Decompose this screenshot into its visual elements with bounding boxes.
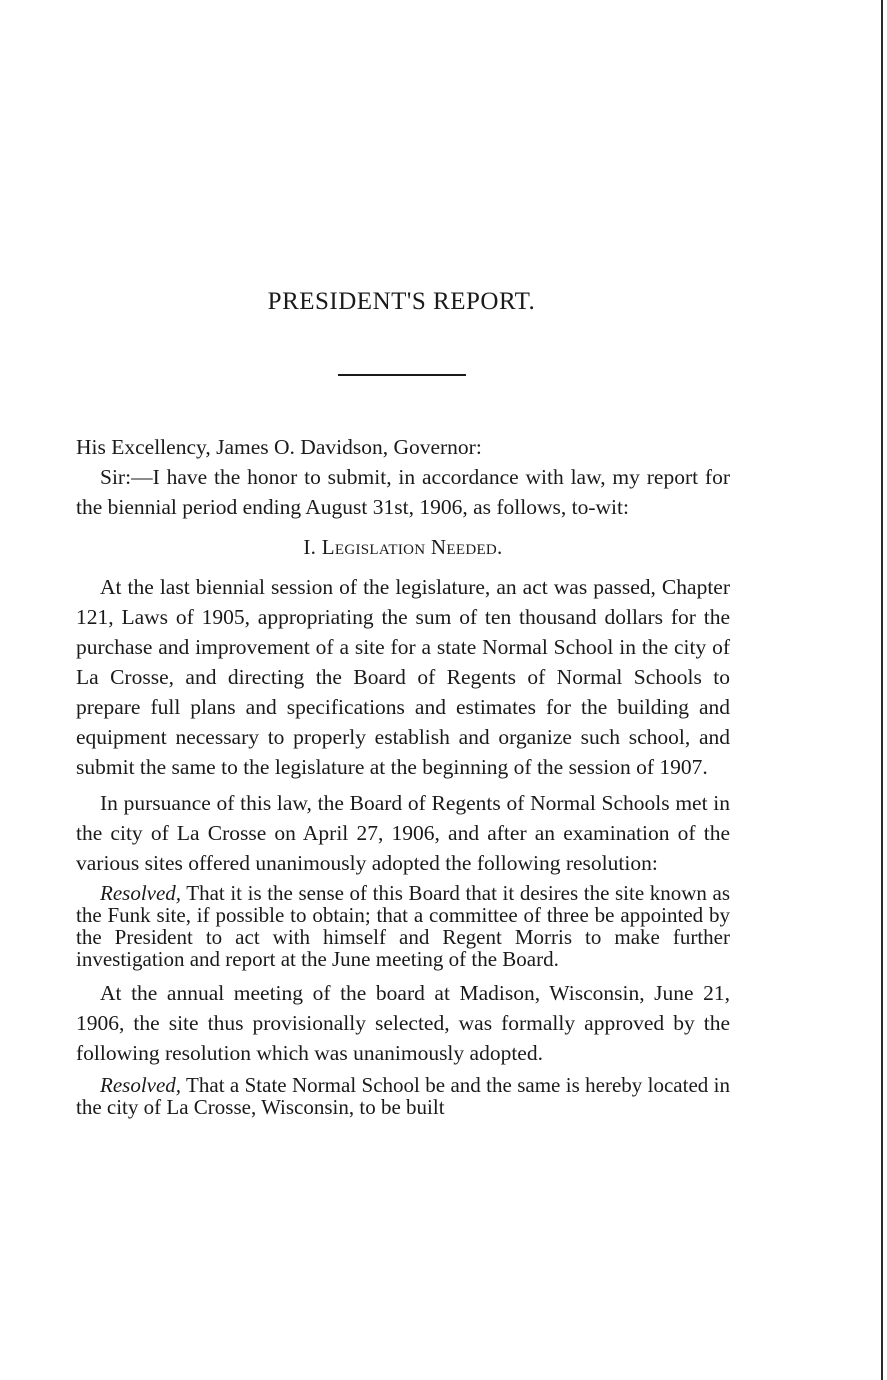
paragraph-annual-meeting: At the annual meeting of the board at Madison, Wisconsin, June 21, 1906, the site thus provisionally selected, was formally approved by the following resolution which was unanimously adopted. [76,981,730,1065]
paragraph-pursuance: In pursuance of this law, the Board of Regents of Normal Schools met in the city of La Crosse on April 27, 1906, and after an examination of the various sites offered unanimously adopted the following resolution: [76,791,730,875]
resolution-text: That it is the sense of this Board that it desires the site known as the Funk site, if possible to obtain; that a committee of three be appointed by the President to act with himself and Regent Morris to make further investigation and report at the June meeting of the Board. [76,881,730,971]
resolution-normal-school [76,1074,730,1118]
section-heading: I. Legislation Needed. [303,535,503,559]
resolution-funk-site [76,882,730,970]
paragraph-legislation: At the last biennial session of the legislature, an act was passed, Chapter 121, Laws of 1905, appropriating the sum of ten thousand dollars for the purchase and improvement of a site for a state Normal School in the city of La Crosse, and directing the Board of Regents of Normal Schools to prepare full plans and specifications and estimates for the building and equipment necessary to properly establish and organize such school, and submit the same to the legislature at the beginning of the session of 1907. [76,575,730,779]
page-title: PRESIDENT'S REPORT. [267,288,536,315]
salutation: His Excellency, James O. Davidson, Governor: [76,435,482,459]
resolved-label: Resolved, [100,1073,182,1097]
resolution-text: That a State Normal School be and the same is hereby located in the city of La Crosse, Wisconsin, to be built [76,1073,730,1119]
page-edge-line [881,0,883,1380]
resolved-label: Resolved, [100,881,182,905]
title-rule [338,374,466,376]
intro-paragraph: Sir:—I have the honor to submit, in accordance with law, my report for the biennial period ending August 31st, 1906, as follows, to-wit: [76,465,730,519]
report-body [76,432,730,1126]
